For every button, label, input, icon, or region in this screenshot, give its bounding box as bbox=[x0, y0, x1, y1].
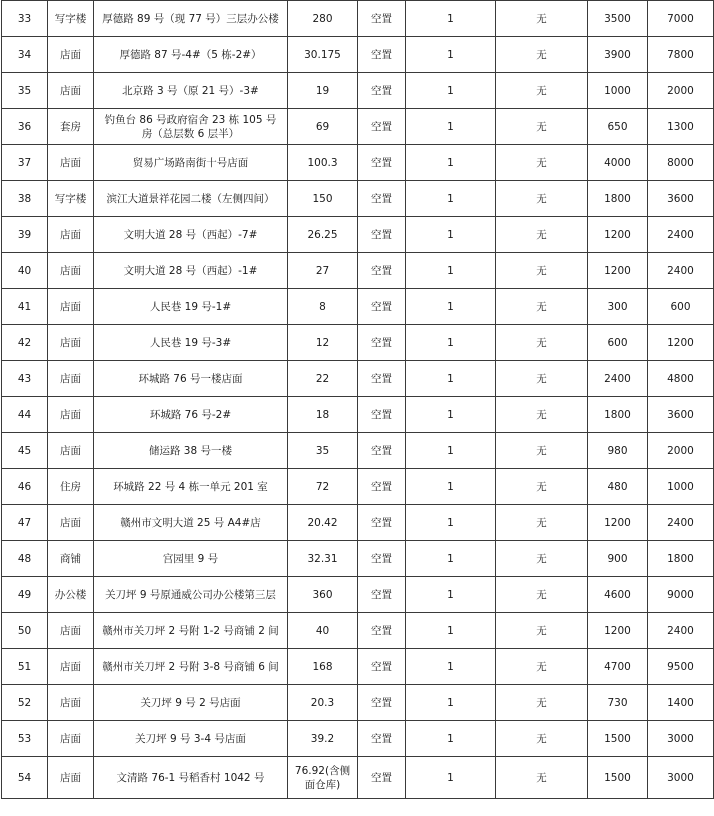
property-type-cell: 店面 bbox=[48, 361, 94, 397]
table-row bbox=[2, 577, 714, 613]
status-cell: 空置 bbox=[358, 361, 406, 397]
address-cell: 人民巷 19 号-1# bbox=[94, 289, 288, 325]
remark-cell: 无 bbox=[496, 433, 588, 469]
price-total-cell: 2000 bbox=[648, 73, 714, 109]
price-cell: 900 bbox=[588, 541, 648, 577]
row-number-cell: 38 bbox=[2, 181, 48, 217]
table-row bbox=[2, 649, 714, 685]
count-cell: 1 bbox=[406, 685, 496, 721]
address-cell: 赣州市关刀坪 2 号附 3-8 号商铺 6 间 bbox=[94, 649, 288, 685]
address-cell: 环城路 22 号 4 栋一单元 201 室 bbox=[94, 469, 288, 505]
address-cell: 宫园里 9 号 bbox=[94, 541, 288, 577]
count-cell: 1 bbox=[406, 289, 496, 325]
property-type-cell: 店面 bbox=[48, 505, 94, 541]
count-cell: 1 bbox=[406, 145, 496, 181]
address-cell: 厚德路 87 号-4#（5 栋-2#） bbox=[94, 37, 288, 73]
address-cell: 环城路 76 号一楼店面 bbox=[94, 361, 288, 397]
property-type-cell: 店面 bbox=[48, 721, 94, 757]
status-cell: 空置 bbox=[358, 325, 406, 361]
table-row bbox=[2, 289, 714, 325]
price-total-cell: 1000 bbox=[648, 469, 714, 505]
area-cell: 19 bbox=[288, 73, 358, 109]
property-type-cell: 住房 bbox=[48, 469, 94, 505]
row-number-cell: 50 bbox=[2, 613, 48, 649]
table-row bbox=[2, 505, 714, 541]
remark-cell: 无 bbox=[496, 721, 588, 757]
area-cell: 20.42 bbox=[288, 505, 358, 541]
remark-cell: 无 bbox=[496, 253, 588, 289]
table-row bbox=[2, 37, 714, 73]
remark-cell: 无 bbox=[496, 145, 588, 181]
property-type-cell: 办公楼 bbox=[48, 577, 94, 613]
row-number-cell: 47 bbox=[2, 505, 48, 541]
price-cell: 3500 bbox=[588, 1, 648, 37]
address-cell: 人民巷 19 号-3# bbox=[94, 325, 288, 361]
remark-cell: 无 bbox=[496, 757, 588, 799]
remark-cell: 无 bbox=[496, 181, 588, 217]
area-cell: 39.2 bbox=[288, 721, 358, 757]
price-total-cell: 9500 bbox=[648, 649, 714, 685]
table-row bbox=[2, 181, 714, 217]
price-total-cell: 4800 bbox=[648, 361, 714, 397]
status-cell: 空置 bbox=[358, 109, 406, 145]
property-type-cell: 店面 bbox=[48, 685, 94, 721]
status-cell: 空置 bbox=[358, 505, 406, 541]
row-number-cell: 54 bbox=[2, 757, 48, 799]
remark-cell: 无 bbox=[496, 73, 588, 109]
price-total-cell: 2400 bbox=[648, 613, 714, 649]
area-cell: 150 bbox=[288, 181, 358, 217]
price-total-cell: 2400 bbox=[648, 217, 714, 253]
price-cell: 1800 bbox=[588, 397, 648, 433]
count-cell: 1 bbox=[406, 217, 496, 253]
price-cell: 1500 bbox=[588, 721, 648, 757]
row-number-cell: 46 bbox=[2, 469, 48, 505]
property-type-cell: 写字楼 bbox=[48, 1, 94, 37]
remark-cell: 无 bbox=[496, 469, 588, 505]
address-cell: 滨江大道景祥花园二楼（左侧四间） bbox=[94, 181, 288, 217]
remark-cell: 无 bbox=[496, 613, 588, 649]
price-total-cell: 3600 bbox=[648, 181, 714, 217]
status-cell: 空置 bbox=[358, 541, 406, 577]
status-cell: 空置 bbox=[358, 757, 406, 799]
price-cell: 4000 bbox=[588, 145, 648, 181]
area-cell: 76.92(含侧面仓库) bbox=[288, 757, 358, 799]
status-cell: 空置 bbox=[358, 577, 406, 613]
address-cell: 环城路 76 号-2# bbox=[94, 397, 288, 433]
property-type-cell: 写字楼 bbox=[48, 181, 94, 217]
property-type-cell: 店面 bbox=[48, 649, 94, 685]
property-table bbox=[1, 0, 714, 799]
count-cell: 1 bbox=[406, 433, 496, 469]
price-total-cell: 9000 bbox=[648, 577, 714, 613]
area-cell: 40 bbox=[288, 613, 358, 649]
row-number-cell: 40 bbox=[2, 253, 48, 289]
price-cell: 3900 bbox=[588, 37, 648, 73]
status-cell: 空置 bbox=[358, 145, 406, 181]
status-cell: 空置 bbox=[358, 721, 406, 757]
count-cell: 1 bbox=[406, 649, 496, 685]
remark-cell: 无 bbox=[496, 685, 588, 721]
row-number-cell: 43 bbox=[2, 361, 48, 397]
price-total-cell: 600 bbox=[648, 289, 714, 325]
row-number-cell: 41 bbox=[2, 289, 48, 325]
price-cell: 300 bbox=[588, 289, 648, 325]
price-total-cell: 3000 bbox=[648, 757, 714, 799]
row-number-cell: 44 bbox=[2, 397, 48, 433]
remark-cell: 无 bbox=[496, 505, 588, 541]
price-total-cell: 3600 bbox=[648, 397, 714, 433]
property-type-cell: 店面 bbox=[48, 73, 94, 109]
row-number-cell: 53 bbox=[2, 721, 48, 757]
row-number-cell: 45 bbox=[2, 433, 48, 469]
remark-cell: 无 bbox=[496, 541, 588, 577]
price-total-cell: 8000 bbox=[648, 145, 714, 181]
price-cell: 480 bbox=[588, 469, 648, 505]
area-cell: 69 bbox=[288, 109, 358, 145]
address-cell: 关刀坪 9 号 2 号店面 bbox=[94, 685, 288, 721]
remark-cell: 无 bbox=[496, 217, 588, 253]
row-number-cell: 52 bbox=[2, 685, 48, 721]
remark-cell: 无 bbox=[496, 109, 588, 145]
price-cell: 1500 bbox=[588, 757, 648, 799]
property-type-cell: 店面 bbox=[48, 253, 94, 289]
address-cell: 文清路 76-1 号稻香村 1042 号 bbox=[94, 757, 288, 799]
remark-cell: 无 bbox=[496, 1, 588, 37]
property-type-cell: 套房 bbox=[48, 109, 94, 145]
status-cell: 空置 bbox=[358, 469, 406, 505]
count-cell: 1 bbox=[406, 541, 496, 577]
property-type-cell: 店面 bbox=[48, 757, 94, 799]
address-cell: 贸易广场路南街十号店面 bbox=[94, 145, 288, 181]
table-row bbox=[2, 145, 714, 181]
address-cell: 关刀坪 9 号原通威公司办公楼第三层 bbox=[94, 577, 288, 613]
area-cell: 30.175 bbox=[288, 37, 358, 73]
remark-cell: 无 bbox=[496, 37, 588, 73]
price-cell: 600 bbox=[588, 325, 648, 361]
row-number-cell: 51 bbox=[2, 649, 48, 685]
row-number-cell: 42 bbox=[2, 325, 48, 361]
count-cell: 1 bbox=[406, 325, 496, 361]
address-cell: 钓鱼台 86 号政府宿舍 23 栋 105 号房（总层数 6 层半） bbox=[94, 109, 288, 145]
count-cell: 1 bbox=[406, 73, 496, 109]
address-cell: 文明大道 28 号（西起）-1# bbox=[94, 253, 288, 289]
price-cell: 1200 bbox=[588, 217, 648, 253]
area-cell: 26.25 bbox=[288, 217, 358, 253]
count-cell: 1 bbox=[406, 361, 496, 397]
table-row bbox=[2, 433, 714, 469]
address-cell: 储运路 38 号一楼 bbox=[94, 433, 288, 469]
row-number-cell: 34 bbox=[2, 37, 48, 73]
status-cell: 空置 bbox=[358, 613, 406, 649]
count-cell: 1 bbox=[406, 253, 496, 289]
address-cell: 文明大道 28 号（西起）-7# bbox=[94, 217, 288, 253]
count-cell: 1 bbox=[406, 181, 496, 217]
price-cell: 1800 bbox=[588, 181, 648, 217]
price-total-cell: 2400 bbox=[648, 253, 714, 289]
table-row bbox=[2, 361, 714, 397]
status-cell: 空置 bbox=[358, 649, 406, 685]
area-cell: 168 bbox=[288, 649, 358, 685]
area-cell: 12 bbox=[288, 325, 358, 361]
status-cell: 空置 bbox=[358, 217, 406, 253]
row-number-cell: 37 bbox=[2, 145, 48, 181]
price-cell: 1200 bbox=[588, 253, 648, 289]
table-row bbox=[2, 613, 714, 649]
row-number-cell: 35 bbox=[2, 73, 48, 109]
area-cell: 18 bbox=[288, 397, 358, 433]
address-cell: 关刀坪 9 号 3-4 号店面 bbox=[94, 721, 288, 757]
price-cell: 730 bbox=[588, 685, 648, 721]
price-total-cell: 1400 bbox=[648, 685, 714, 721]
remark-cell: 无 bbox=[496, 325, 588, 361]
table-row bbox=[2, 721, 714, 757]
table-row bbox=[2, 685, 714, 721]
area-cell: 32.31 bbox=[288, 541, 358, 577]
price-cell: 4600 bbox=[588, 577, 648, 613]
table-row bbox=[2, 541, 714, 577]
price-total-cell: 7000 bbox=[648, 1, 714, 37]
status-cell: 空置 bbox=[358, 37, 406, 73]
count-cell: 1 bbox=[406, 109, 496, 145]
count-cell: 1 bbox=[406, 721, 496, 757]
table-row bbox=[2, 217, 714, 253]
area-cell: 100.3 bbox=[288, 145, 358, 181]
status-cell: 空置 bbox=[358, 181, 406, 217]
address-cell: 北京路 3 号（原 21 号）-3# bbox=[94, 73, 288, 109]
count-cell: 1 bbox=[406, 577, 496, 613]
price-total-cell: 1300 bbox=[648, 109, 714, 145]
property-type-cell: 店面 bbox=[48, 433, 94, 469]
price-cell: 980 bbox=[588, 433, 648, 469]
price-total-cell: 3000 bbox=[648, 721, 714, 757]
row-number-cell: 36 bbox=[2, 109, 48, 145]
table-row bbox=[2, 325, 714, 361]
price-cell: 650 bbox=[588, 109, 648, 145]
count-cell: 1 bbox=[406, 469, 496, 505]
area-cell: 35 bbox=[288, 433, 358, 469]
remark-cell: 无 bbox=[496, 397, 588, 433]
count-cell: 1 bbox=[406, 505, 496, 541]
area-cell: 27 bbox=[288, 253, 358, 289]
price-total-cell: 2000 bbox=[648, 433, 714, 469]
status-cell: 空置 bbox=[358, 289, 406, 325]
area-cell: 20.3 bbox=[288, 685, 358, 721]
table-row bbox=[2, 253, 714, 289]
table-row bbox=[2, 757, 714, 799]
area-cell: 72 bbox=[288, 469, 358, 505]
address-cell: 赣州市文明大道 25 号 A4#店 bbox=[94, 505, 288, 541]
area-cell: 360 bbox=[288, 577, 358, 613]
price-cell: 4700 bbox=[588, 649, 648, 685]
area-cell: 22 bbox=[288, 361, 358, 397]
property-type-cell: 店面 bbox=[48, 613, 94, 649]
status-cell: 空置 bbox=[358, 397, 406, 433]
price-total-cell: 1200 bbox=[648, 325, 714, 361]
property-type-cell: 店面 bbox=[48, 217, 94, 253]
status-cell: 空置 bbox=[358, 433, 406, 469]
address-cell: 赣州市关刀坪 2 号附 1-2 号商铺 2 间 bbox=[94, 613, 288, 649]
remark-cell: 无 bbox=[496, 577, 588, 613]
status-cell: 空置 bbox=[358, 685, 406, 721]
table-row bbox=[2, 469, 714, 505]
price-cell: 1200 bbox=[588, 613, 648, 649]
price-cell: 1200 bbox=[588, 505, 648, 541]
status-cell: 空置 bbox=[358, 1, 406, 37]
property-type-cell: 商铺 bbox=[48, 541, 94, 577]
status-cell: 空置 bbox=[358, 253, 406, 289]
area-cell: 8 bbox=[288, 289, 358, 325]
price-total-cell: 7800 bbox=[648, 37, 714, 73]
price-total-cell: 2400 bbox=[648, 505, 714, 541]
count-cell: 1 bbox=[406, 757, 496, 799]
count-cell: 1 bbox=[406, 613, 496, 649]
table-row bbox=[2, 1, 714, 37]
table-row bbox=[2, 73, 714, 109]
remark-cell: 无 bbox=[496, 361, 588, 397]
price-cell: 1000 bbox=[588, 73, 648, 109]
status-cell: 空置 bbox=[358, 73, 406, 109]
row-number-cell: 33 bbox=[2, 1, 48, 37]
property-type-cell: 店面 bbox=[48, 37, 94, 73]
property-type-cell: 店面 bbox=[48, 397, 94, 433]
row-number-cell: 48 bbox=[2, 541, 48, 577]
row-number-cell: 39 bbox=[2, 217, 48, 253]
address-cell: 厚德路 89 号（现 77 号）三层办公楼 bbox=[94, 1, 288, 37]
table-row bbox=[2, 109, 714, 145]
count-cell: 1 bbox=[406, 37, 496, 73]
property-type-cell: 店面 bbox=[48, 145, 94, 181]
price-total-cell: 1800 bbox=[648, 541, 714, 577]
table-row bbox=[2, 397, 714, 433]
area-cell: 280 bbox=[288, 1, 358, 37]
remark-cell: 无 bbox=[496, 289, 588, 325]
price-cell: 2400 bbox=[588, 361, 648, 397]
property-type-cell: 店面 bbox=[48, 325, 94, 361]
row-number-cell: 49 bbox=[2, 577, 48, 613]
count-cell: 1 bbox=[406, 1, 496, 37]
property-type-cell: 店面 bbox=[48, 289, 94, 325]
remark-cell: 无 bbox=[496, 649, 588, 685]
count-cell: 1 bbox=[406, 397, 496, 433]
